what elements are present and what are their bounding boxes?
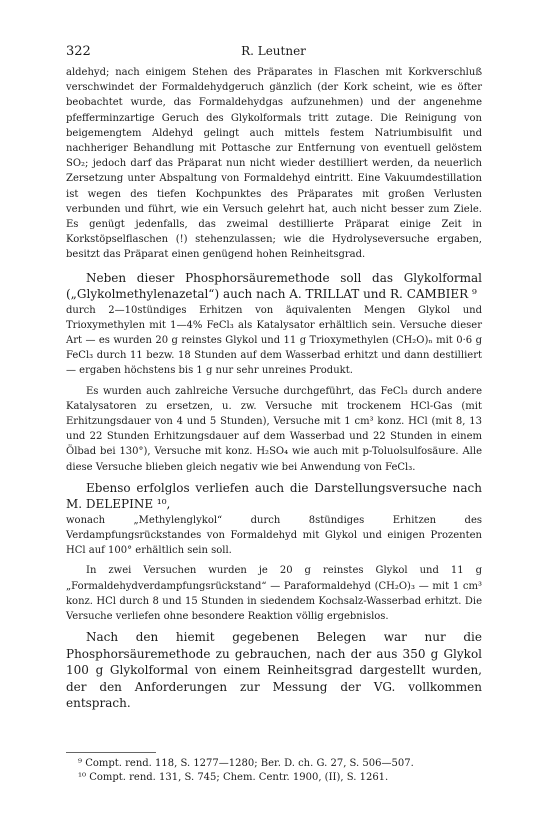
paragraph-2: Neben dieser Phosphorsäuremethode soll das Glykolformal („Glykolmethylenazetal“) auch nach A. TRILLAT und R. CAMBIER ⁹ bbox=[66, 270, 482, 302]
page-number: 322 bbox=[66, 44, 91, 59]
paragraph-3: durch 2—10stündiges Erhitzen von äquivalenten Mengen Glykol und Trioxymethylen mit 1—4% FeCl₃ als Katalysator erhältlich sein. Versuche dieser Art — es wurden 20 g reinstes Glykol und 11 g Trioxymethylen (CH₂O)ₙ mit 0·6 g FeCl₃ durch 11 bezw. 18 Stunden auf dem Wasserbad erhitzt und dann destilliert — ergaben höchstens bis 1 g nur sehr unreines Produkt. bbox=[66, 304, 482, 377]
paragraph-5: Ebenso erfolglos verliefen auch die Darstellungsversuche nach M. DELEPINE ¹⁰, bbox=[66, 480, 482, 512]
body-text bbox=[66, 65, 482, 712]
paragraph-4: Es wurden auch zahlreiche Versuche durchgeführt, das FeCl₃ durch andere Katalysatoren zu ersetzen, u. zw. Versuche mit trockenem HCl-Gas (mit Erhitzungsdauer von 4 und 5 Stunden), Versuche mit 1 cm³ konz. HCl (mit 8, 13 und 22 Stunden Erhitzungsdauer auf dem Wasserbad und 22 Stunden in einem Ölbad bei 130°), Versuche mit konz. H₂SO₄ wie auch mit p-Toluolsulfosäure. Alle diese Versuche blieben gleich negativ wie bei Anwendung von FeCl₃. bbox=[66, 385, 482, 473]
paragraph-1: aldehyd; nach einigem Stehen des Präparates in Flaschen mit Korkverschluß verschwindet der Formaldehydgeruch gänzlich (der Kork scheint, wie es öfter beobachtet wurde, das Formaldehydgas aufzunehmen) und der angenehme pfefferminzartige Geruch des Glykolformals tritt zutage. Die Reinigung von beigemengtem Aldehyd gelingt auch mittels festem Natriumbisulfit und nachheriger Behandlung mit Pottasche zur Entfernung von eventuell gelöstem SO₂; jedoch darf das Präparat nun nicht wieder destilliert werden, da neuerlich Zersetzung unter Abspaltung von Formaldehyd eintritt. Eine Vakuumdestillation ist wegen des tiefen Kochpunktes des Präparates mit großen Verlusten verbunden und führt, wie ein Versuch gelehrt hat, auch nicht besser zum Ziele. Es genügt jedenfalls, das zweimal destillierte Präparat einige Zeit in Korkstöpselflaschen (!) stehenzulassen; wie die Hydrolyseversuche ergaben, besitzt das Präparat einen genügend hohen Reinheitsgrad. bbox=[66, 67, 482, 261]
footnote-divider bbox=[66, 752, 156, 753]
running-title: R. Leutner bbox=[241, 44, 306, 58]
footnote-10: ¹⁰ Compt. rend. 131, S. 745; Chem. Centr. 1900, (II), S. 1261. bbox=[78, 772, 389, 783]
paragraph-6: wonach „Methylenglykol“ durch 8stündiges Erhitzen des Verdampfungsrückstandes von Formaldehyd mit Glykol und einigen Prozenten HCl auf 100° erhältlich sein soll. bbox=[66, 514, 482, 557]
paragraph-7: In zwei Versuchen wurden je 20 g reinstes Glykol und 11 g „Formaldehydverdampfungsrückstand“ — Paraformaldehyd (CH₂O)₃ — mit 1 cm³ konz. HCl durch 8 und 15 Stunden in siedendem Kochsalz-Wasserbad erhitzt. Die Versuche verliefen ohne besondere Reaktion völlig ergebnislos. bbox=[66, 565, 482, 623]
paragraph-8: Nach den hiemit gegebenen Belegen war nur die Phosphorsäuremethode zu gebrauchen, nach der aus 350 g Glykol 100 g Glykolformal von einem Reinheitsgrad dargestellt wurden, der den Anforderungen zur Messung der VG. vollkommen entsprach. bbox=[66, 630, 482, 711]
footnote-9: ⁹ Compt. rend. 118, S. 1277—1280; Ber. D. ch. G. 27, S. 506—507. bbox=[78, 758, 414, 769]
page-header bbox=[66, 44, 481, 60]
footnotes bbox=[66, 757, 482, 785]
